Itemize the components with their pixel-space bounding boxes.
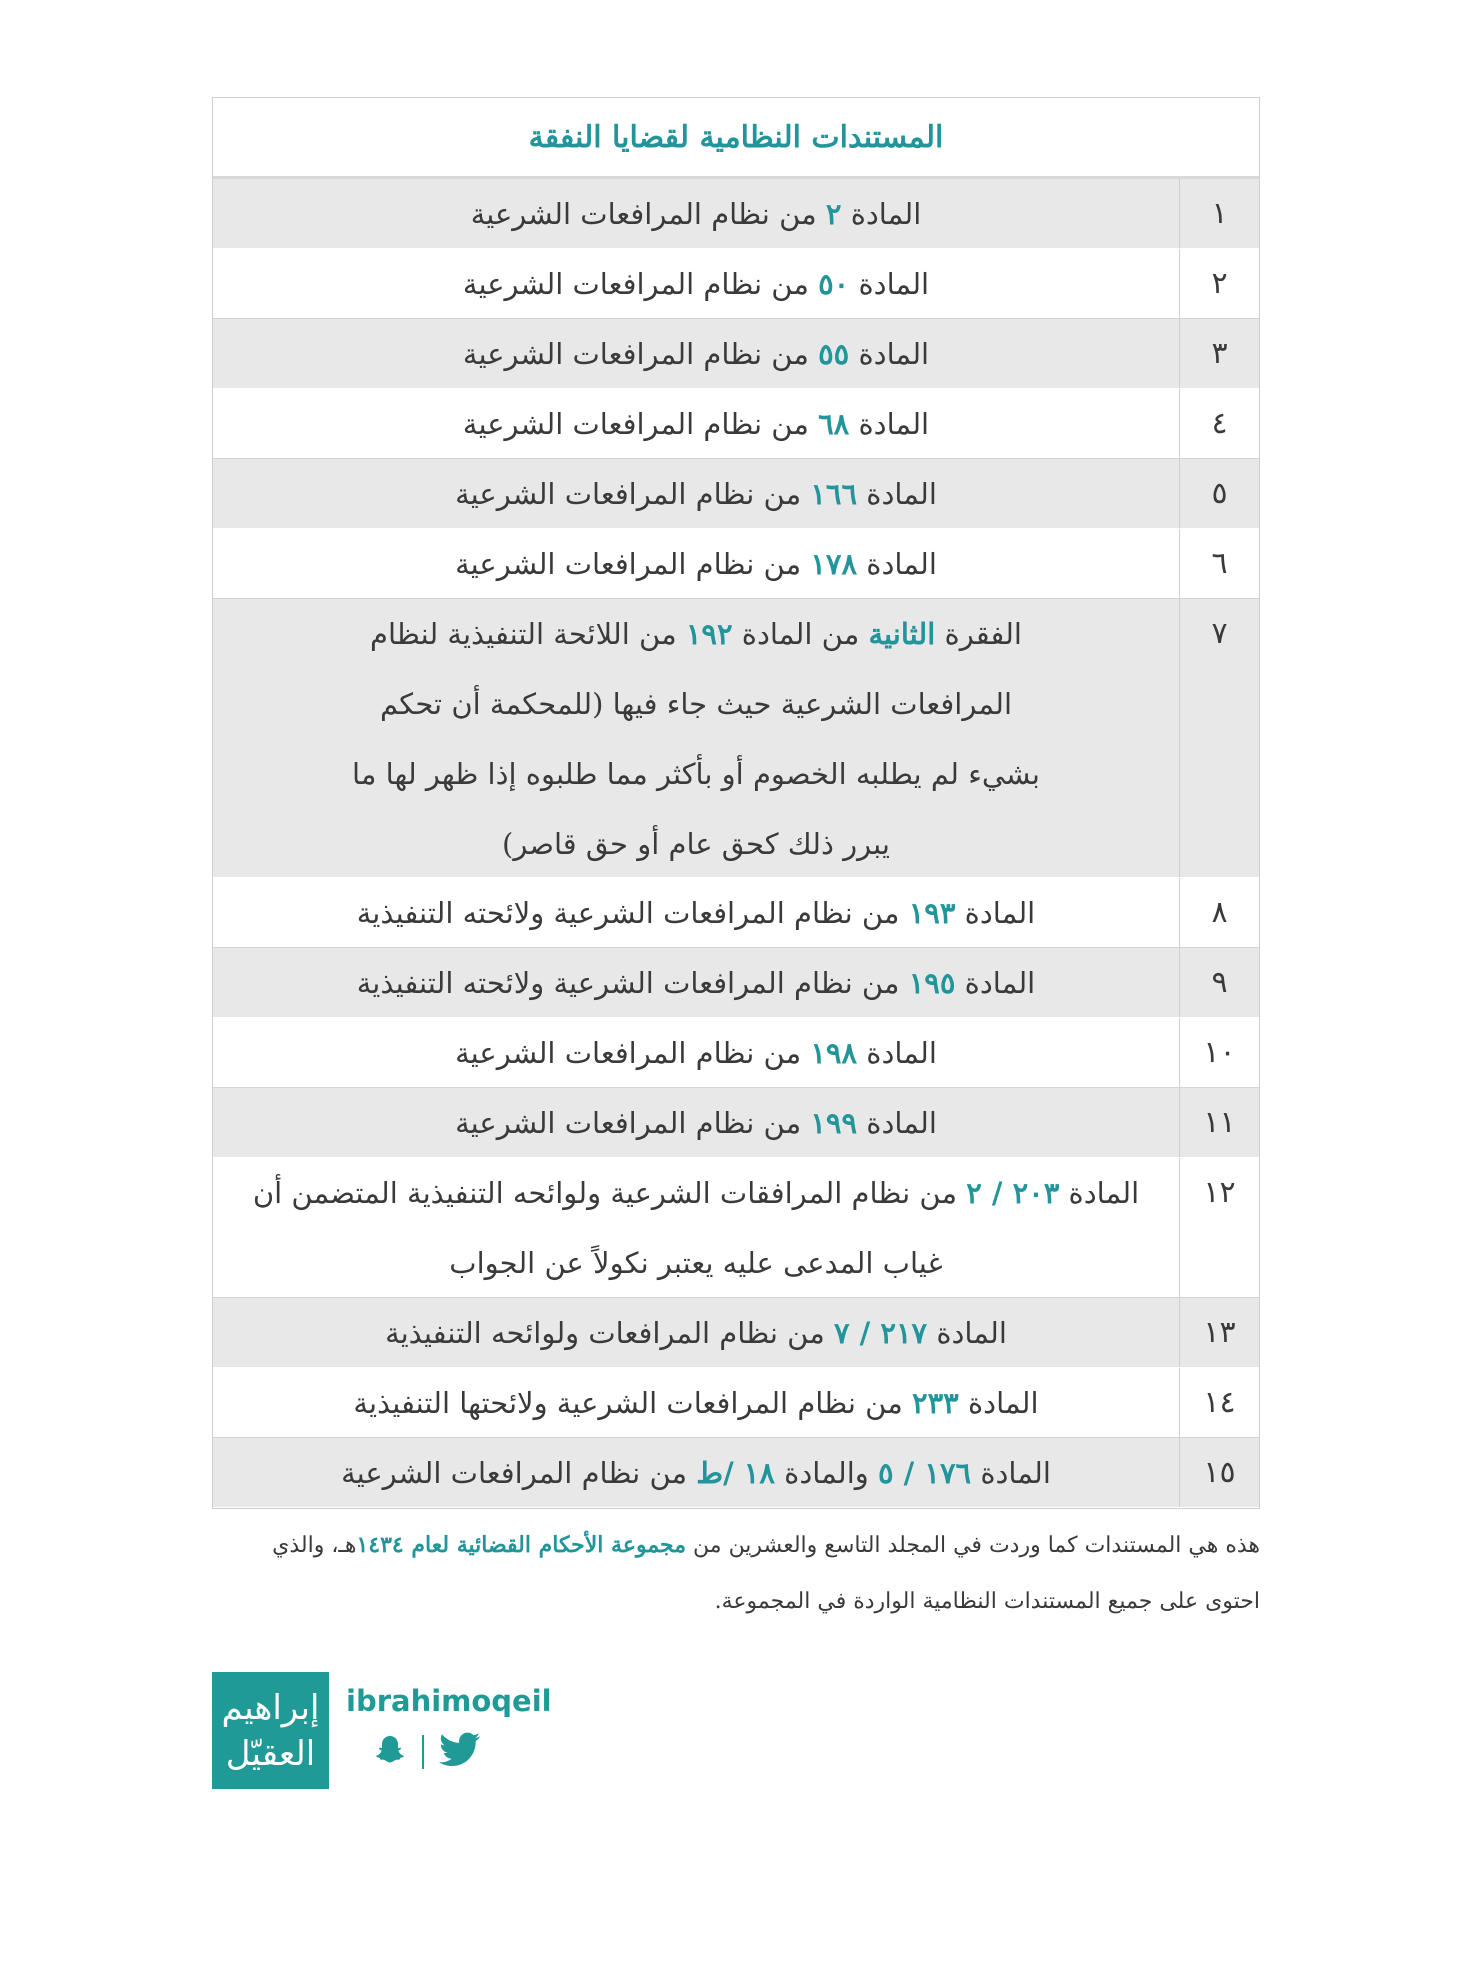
table-row <box>213 1438 1259 1508</box>
table-row <box>213 389 1259 459</box>
table-row <box>213 1018 1259 1088</box>
table-row <box>213 319 1259 389</box>
table-row <box>213 599 1259 878</box>
row-text: المادة ١٩٨ من نظام المرافعات الشرعية <box>455 1036 937 1070</box>
row-number: ١٣ <box>1179 1298 1259 1367</box>
author-logo: إبراهيم العقيّل <box>212 1672 329 1789</box>
row-text: المادة ٢ من نظام المرافعات الشرعية <box>470 197 922 231</box>
row-text: المادة ١٩٥ من نظام المرافعات الشرعية ولائحته التنفيذية <box>356 966 1036 1000</box>
row-text: المادة ٢١٧ / ٧ من نظام المرافعات ولوائحه التنفيذية <box>385 1316 1007 1350</box>
table-row <box>213 249 1259 319</box>
table-title: المستندات النظامية لقضايا النفقة <box>213 98 1259 179</box>
row-number: ١١ <box>1179 1088 1259 1157</box>
row-number: ٨ <box>1179 878 1259 947</box>
row-text: المادة ١٩٩ من نظام المرافعات الشرعية <box>455 1106 937 1140</box>
row-number: ٦ <box>1179 529 1259 598</box>
table-row <box>213 878 1259 948</box>
row-number: ١ <box>1179 179 1259 248</box>
table-row <box>213 1088 1259 1158</box>
social-handle[interactable]: ibrahimoqeil <box>346 1684 552 1718</box>
row-text: المادة ٥٥ من نظام المرافعات الشرعية <box>462 337 930 371</box>
table-row <box>213 948 1259 1018</box>
row-number: ٥ <box>1179 459 1259 528</box>
row-number: ٩ <box>1179 948 1259 1017</box>
row-text: المادة ٢٠٣ / ٢ من نظام المرافقات الشرعية ولوائحه التنفيذية المتضمن أن غياب المدعى عليه يعتبر نكولاً عن الجواب <box>252 1176 1140 1280</box>
snapchat-icon[interactable] <box>372 1732 408 1772</box>
table-row <box>213 529 1259 599</box>
row-number: ٢ <box>1179 249 1259 318</box>
row-number: ١٤ <box>1179 1368 1259 1437</box>
table-row <box>213 1158 1259 1298</box>
row-text: المادة ١٦٦ من نظام المرافعات الشرعية <box>455 477 937 511</box>
row-text: المادة ٦٨ من نظام المرافعات الشرعية <box>462 407 930 441</box>
row-number: ٧ <box>1179 599 1259 877</box>
source-note-line-1: هذه هي المستندات كما وردت في المجلد التاسع والعشرين من مجموعة الأحكام القضائية لعام ١٤٣٤هـ، والذي <box>272 1532 1260 1558</box>
twitter-icon[interactable] <box>438 1732 482 1772</box>
row-text: المادة ٢٣٣ من نظام المرافعات الشرعية ولائحتها التنفيذية <box>353 1386 1039 1420</box>
row-number: ٣ <box>1179 319 1259 388</box>
row-number: ١٥ <box>1179 1438 1259 1507</box>
icon-separator <box>422 1735 424 1769</box>
row-text: المادة ١٩٣ من نظام المرافعات الشرعية ولائحته التنفيذية <box>356 896 1036 930</box>
row-text: المادة ٥٠ من نظام المرافعات الشرعية <box>462 267 930 301</box>
row-number: ١٠ <box>1179 1018 1259 1087</box>
table-row <box>213 179 1259 249</box>
row-text: المادة ١٧٨ من نظام المرافعات الشرعية <box>455 547 937 581</box>
table-row <box>213 1298 1259 1368</box>
social-icons <box>372 1732 482 1772</box>
row-text: المادة ١٧٦ / ٥ والمادة ١٨ /ط من نظام المرافعات الشرعية <box>341 1456 1051 1490</box>
row-text: الفقرة الثانية من المادة ١٩٢ من اللائحة التنفيذية لنظام المرافعات الشرعية حيث جاء فيها (للمحكمة أن تحكم بشيء لم يطلبه الخصوم أو بأكثر مما طلبوه إذا ظهر لها ما يبرر ذلك كحق عام أو حق قاصر) <box>352 617 1040 861</box>
source-note-line-2: احتوى على جميع المستندات النظامية الواردة في المجموعة. <box>714 1589 1260 1614</box>
table-row <box>213 459 1259 529</box>
documents-table <box>212 97 1260 1509</box>
table-row <box>213 1368 1259 1438</box>
row-number: ٤ <box>1179 389 1259 458</box>
row-number: ١٢ <box>1179 1158 1259 1297</box>
